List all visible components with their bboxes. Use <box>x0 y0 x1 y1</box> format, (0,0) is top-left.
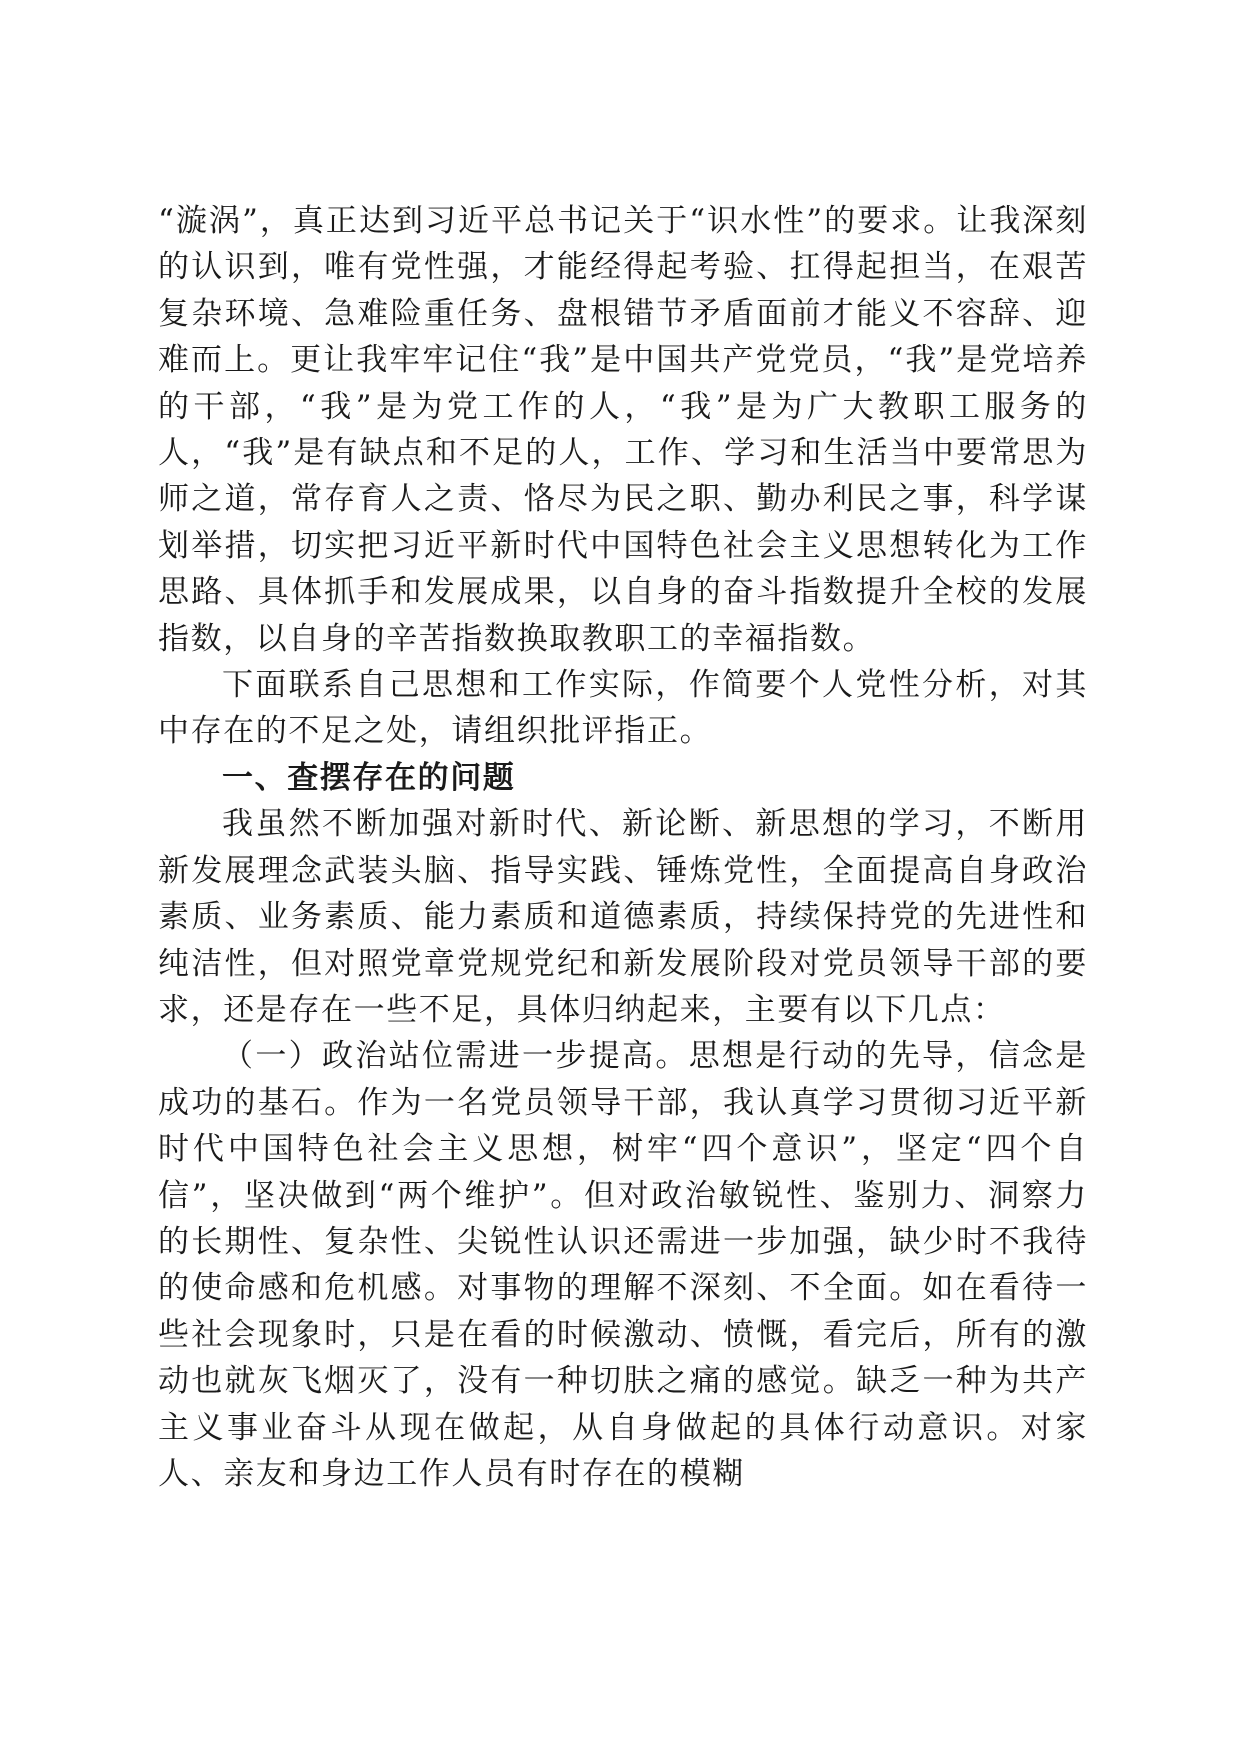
paragraph-continuation: “漩涡”，真正达到习近平总书记关于“识水性”的要求。让我深刻的认识到，唯有党性强，才能经得起考验、扛得起担当，在艰苦复杂环境、急难险重任务、盘根错节矛盾面前才能义不容辞、迎难而上。更让我牢牢记住“我”是中国共产党党员，“我”是党培养的干部，“我”是为党工作的人，“我”是为广大教职工服务的人，“我”是有缺点和不足的人，工作、学习和生活当中要常思为师之道，常存育人之责、恪尽为民之职、勤办利民之事，科学谋划举措，切实把习近平新时代中国特色社会主义思想转化为工作思路、具体抓手和发展成果，以自身的奋斗指数提升全校的发展指数，以自身的辛苦指数换取教职工的幸福指数。 <box>158 203 1088 657</box>
paragraph-section-overview: 我虽然不断加强对新时代、新论断、新思想的学习，不断用新发展理念武装头脑、指导实践、锤炼党性，全面提高自身政治素质、业务素质、能力素质和道德素质，持续保持党的先进性和纯洁性，但对照党章党规党纪和新发展阶段对党员领导干部的要求，还是存在一些不足，具体归纳起来，主要有以下几点： <box>158 806 1088 1028</box>
document-body <box>158 198 1088 1497</box>
paragraph-political-standing: （一）政治站位需进一步提高。思想是行动的先导，信念是成功的基石。作为一名党员领导干部，我认真学习贯彻习近平新时代中国特色社会主义思想，树牢“四个意识”，坚定“四个自信”，坚决做到“两个维护”。但对政治敏锐性、鉴别力、洞察力的长期性、复杂性、尖锐性认识还需进一步加强，缺少时不我待的使命感和危机感。对事物的理解不深刻、不全面。如在看待一些社会现象时，只是在看的时候激动、愤慨，看完后，所有的激动也就灰飞烟灭了，没有一种切肤之痛的感觉。缺乏一种为共产主义事业奋斗从现在做起，从自身做起的具体行动意识。对家人、亲友和身边工作人员有时存在的模糊 <box>158 1038 1088 1492</box>
paragraph-intro: 下面联系自己思想和工作实际，作简要个人党性分析，对其中存在的不足之处，请组织批评指正。 <box>158 667 1088 750</box>
section-heading: 一、查摆存在的问题 <box>222 759 516 796</box>
